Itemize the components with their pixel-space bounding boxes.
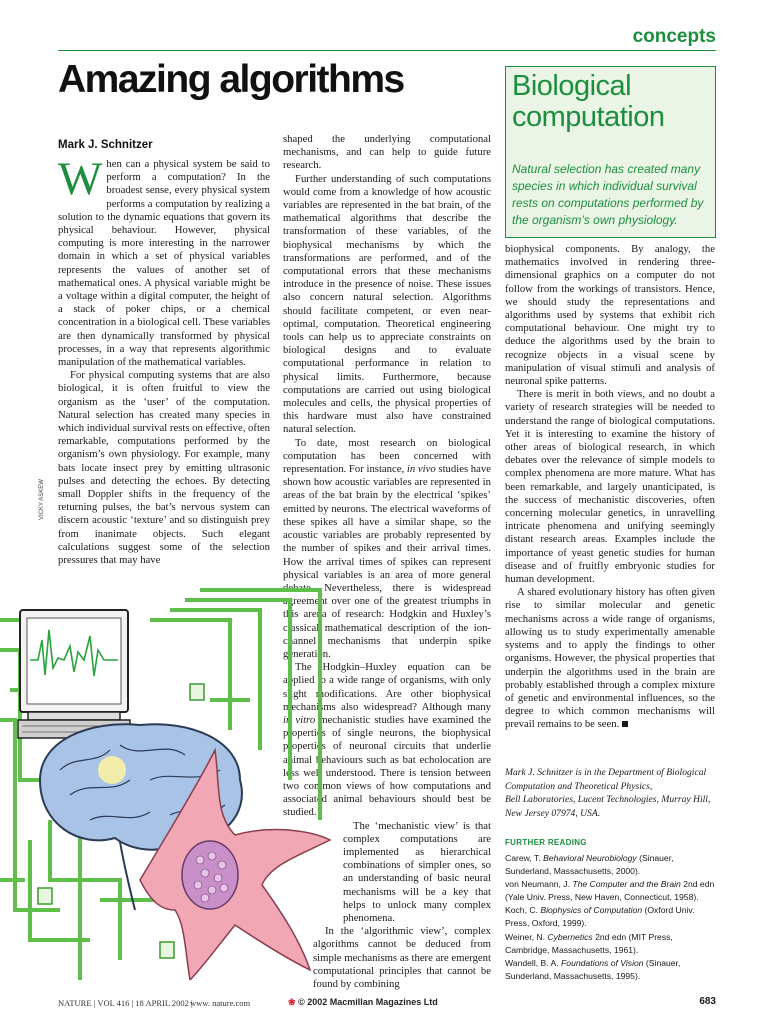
article-title: Amazing algorithms [58,58,404,101]
sidebar-box [505,66,716,238]
column-1 [58,153,271,567]
ref-line: Cambridge, Massachusetts, 1961). [505,944,639,955]
illustration-credit: VICKY ASKEW [39,479,45,520]
ref-line: Koch, C. Biophysics of Computation (Oxford Univ. [505,905,695,916]
box-body: Natural selection has created many species in which individual survival rests on computations performed by the organism’s own physiology. [512,162,704,227]
paragraph-5: To date, most research on biological computation has been concerned with representation. For instance, in vivo studies have shown how acoustic variables are represented in areas of the bat brain by the electrical ‘spikes’ emitted by neurons. The electrical waveforms of these spikes all have a similar shape, so the acoustic variables are probably represented by the number of spikes and their arrival times. How the arrival times of spikes can represent physical variables is an area of more general debate. Nevertheless, there is widespread agreement over one of the greatest triumphs in this arena of research: Hodgkin and Huxley’s classical mathematical description of the ion-channel mechanisms that underpin spike generation. [283,436,491,660]
footer-journal-info: NATURE | VOL 416 | 18 APRIL 2002 | [58,998,193,1008]
ref-line: Carew, T. Behavioral Neurobiology (Sinauer, [505,853,674,863]
nucleus [182,841,238,909]
paragraph-1-text: hen can a physical system be said to perform a computation? In the broadest sense, every physical system performs a computation by realizing a solution to the dynamic equations that govern its physical behaviour. However, physical computing is more interesting in the narrower domain in which a set of physical variables represents the values of another set of mathematical ones. A physical variable might be a voltage within a digital computer, the height of a stack of poker chips, or a chemical concentration in a biological cell. These variables are then dynamically transformed by physical processes, in a way that represents algorithmic manipulation of the mathematical variables. [58,158,270,369]
illustration [0,580,340,980]
footer-url: www. nature.com [190,998,251,1008]
paragraph-2: For physical computing systems that are also biological, it is often fruitful to view the organism as the ‘user’ of the computation. Natural selection has created many species in which individual survival rests on effective, often remarkable, computations performed by the organism’s own physiology. For example, many bats locate insect prey by emitting ultrasonic pulses and detecting the echoes. By detecting small Doppler shifts in the frequency of the returning pulses, the bat’s nervous system can discern acoustic ‘texture’ and so distinguish prey from inanimate objects. Such elegant calculations suggest some of the selection pressures that may have [58,369,271,567]
paragraph-1 [58,153,270,369]
end-mark-icon [622,721,628,727]
ref-line: Press, Oxford, 1999). [505,918,587,929]
ref-line: Sunderland, Massachusetts, 1995). [505,970,641,981]
author-bio: Mark J. Schnitzer is in the Department of Biological Computation and Theoretical Physics, Bell Laboratories, Lucent Technologies, Murray Hill, New Jersey 07974, USA. [505,767,711,819]
ref-line: (Yale Univ. Press, New Haven, Connecticut, 1958). [505,892,699,903]
footer-copyright: ❀ © 2002 Macmillan Magazines Ltd [288,997,438,1007]
paragraph-6: The Hodgkin–Huxley equation can be applied to a wide range of organisms, with only slight modifications. Are other biophysical mechanisms also widespread? Although many in vitro mechanistic studies have examined the properties of single neurons, the biophysical properties of neuronal circuits that underlie animal behaviours such as bat echolocation are less well understood. There is tension between two common views of how computations and associated animal behaviours should best be studied. [283,661,491,819]
paragraph-10: There is merit in both views, and no doubt a variety of research strategies will be needed to understand the range of biological computations. Yet it is interesting to examine the history of other areas of biological research, in which debates over the relevance of simple models to complex phenomena are more mature. What has been remarkable, and largely unanticipated, is the success of mechanistic discoveries, often concerning molecular genetics, in unravelling intricate phenomena and unifying seemingly distant research areas. Examples include the importance of yeast genetic studies for human disease and of fruitfly embryonic studies for human development. [505,388,715,586]
publisher-logo-icon: ❀ [288,997,296,1007]
paragraph-9: biophysical components. By analogy, the mathematics involved in rendering three-dimensional graphics on a computer do not follow from the workings of transistors. Hence, we should study the representations and algorithms used by systems that exhibit rich computational behaviour. One might try to deduce the algorithms used by the brain to recognize objects in a visual scene by manipulation of visual stimuli and analysis of neuronal spike patterns. [505,243,715,388]
section-rule [58,50,716,51]
drop-cap: W [58,153,103,205]
paragraph-8: In the ‘algorithmic view’, complex algorithms cannot be deduced from simple mechanisms as there are emergent computational principles that cannot be found by combining [313,925,491,990]
further-reading-list [505,852,720,983]
paragraph-4: Further understanding of such computations would come from a knowledge of how acoustic variables are represented in the bat brain, of the mathematical algorithms that describe the transformation of these variables, of the biophysical mechanisms by which the transformations are performed, and of the computational errors that these mechanisms introduce in the presence of noise. These issues also concern natural selection. Algorithms should facilitate competent, or even near-optimal, computation. Theoretical engineering tools can help us to appreciate constraints on biological designs and to evaluate computational performance in relation to physical limits. Furthermore, because computations are carried out using biological molecules and cells, the physical properties of this hardware must also have constrained natural selection. [283,172,491,436]
computer-monitor-icon [18,610,130,738]
author-name: Mark J. Schnitzer [58,139,153,151]
ref-line: Sunderland, Massachusetts, 2000). [505,866,641,877]
further-reading-heading: FURTHER READING [505,838,587,847]
box-title: Biological computation [512,70,665,133]
paragraph-11: A shared evolutionary history has often given rise to similar molecular and genetic mechanisms across a wide range of organisms, allowing us to study experimentally amenable systems and to apply the findings to other organisms. However, the physical properties that underpin the algorithms used in the brain are probably established through a complex mixture of genetic and environmental influences, so the degree to which common mechanisms will prevail remains to be seen. [505,586,715,731]
ref-line: von Neumann, J. The Computer and the Brain 2nd edn [505,879,715,890]
ref-line: Weiner, N. Cybernetics 2nd edn (MIT Press, [505,931,673,942]
ref-line: Wandell, B. A. Foundations of Vision (Sinauer, [505,957,681,968]
column-3 [505,243,715,732]
section-tag: concepts [632,26,716,47]
paragraph-7: The ‘mechanistic view’ is that complex computations are implemented as hierarchical combinations of simpler ones, so an understanding of basic neural mechanisms will be a key that helps to unlock many complex phenomena. [343,819,491,924]
paragraph-3: shaped the underlying computational mechanisms, and can help to guide future research. [283,133,491,172]
highlight-glow [98,756,126,784]
page-number: 683 [699,996,716,1007]
